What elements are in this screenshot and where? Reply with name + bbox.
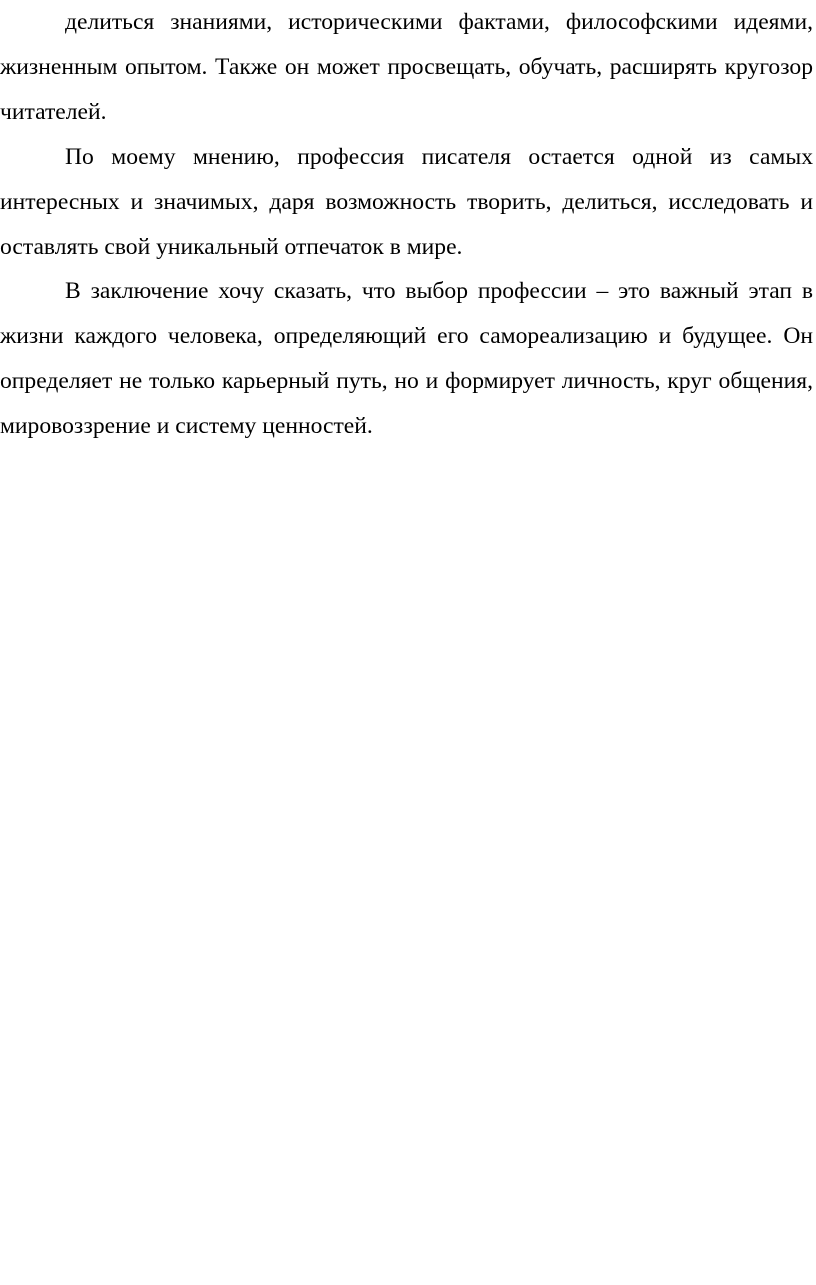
paragraph-conclusion: В заключение хочу сказать, что выбор профессии – это важный этап в жизни каждого человека, определяющий его самореализацию и будущее. Он определяет не только карьерный путь, но и формирует личность, круг общения, мировоззрение и систему ценностей. — [0, 278, 813, 440]
document-body — [0, 0, 813, 449]
paragraph-writer-profession: По моему мнению, профессия писателя остается одной из самых интересных и значимых, даря возможность творить, делиться, исследовать и оставлять свой уникальный отпечаток в мире. — [0, 143, 813, 260]
paragraph-continuation: делиться знаниями, историческими фактами, философскими идеями, жизненным опытом. Также он может просвещать, обучать, расширять кругозор читателей. — [0, 9, 813, 125]
